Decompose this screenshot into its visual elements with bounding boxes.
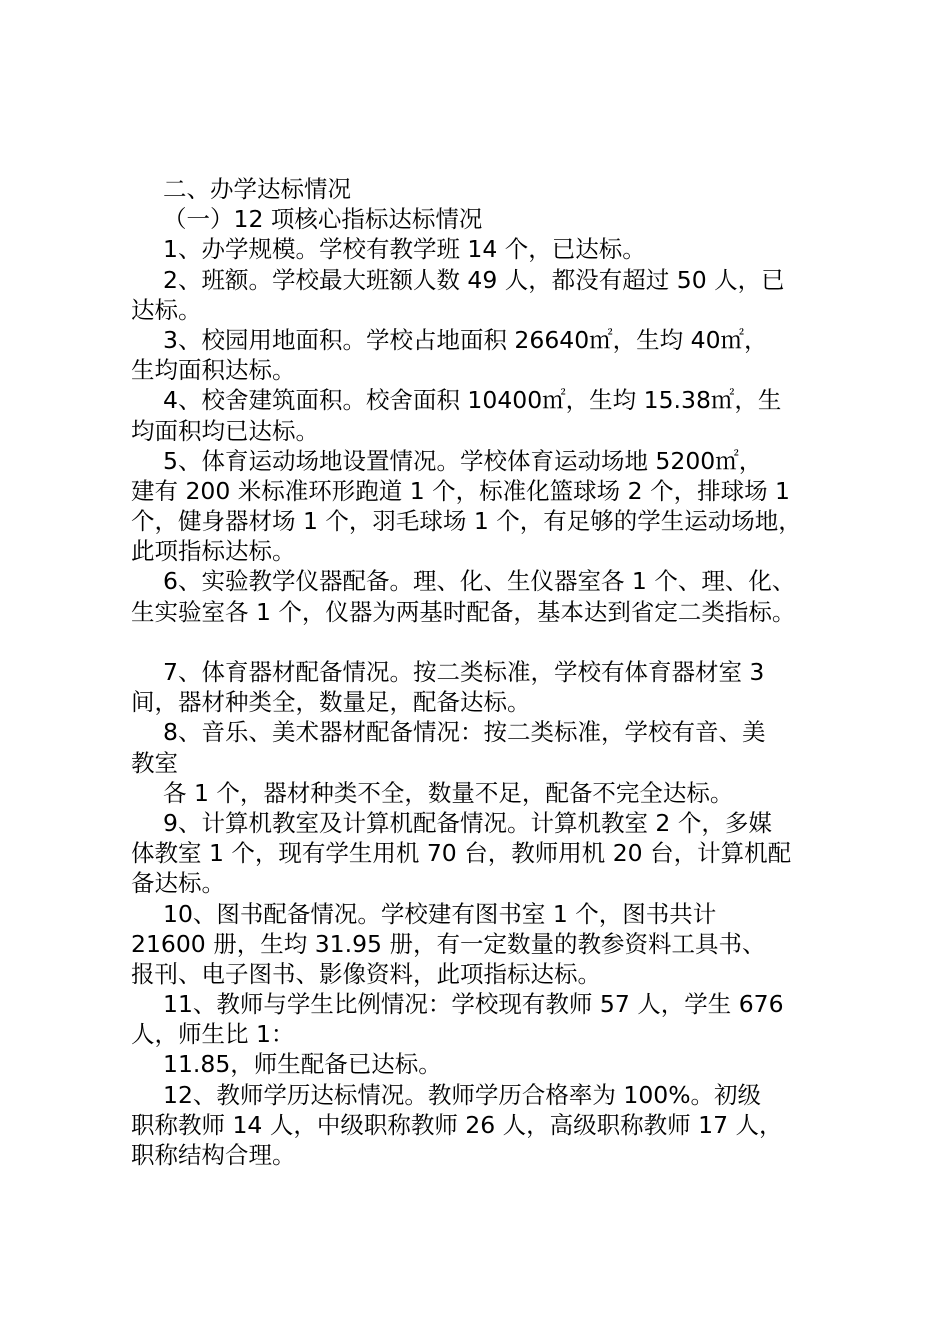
text-line: 体教室 1 个，现有学生用机 70 台，教师用机 20 台，计算机配 (131, 839, 792, 868)
text-line: 间，器材种类全，数量足，配备达标。 (131, 688, 531, 717)
text-line: 二、办学达标情况 (163, 175, 351, 203)
text-line: 报刊、电子图书、影像资料，此项指标达标。 (131, 959, 601, 988)
text-line: 职称结构合理。 (131, 1141, 296, 1169)
text-line: 12、教师学历达标情况。教师学历合格率为 100%。初级 (163, 1080, 762, 1109)
text-line: 均面积均已达标。 (131, 416, 319, 445)
text-line: 3、校园用地面积。学校占地面积 26640㎡，生均 40㎡， (163, 325, 768, 354)
text-line: 建有 200 米标准环形跑道 1 个，标准化篮球场 2 个，排球场 1 (131, 476, 790, 505)
text-line: 教室 (131, 748, 178, 777)
text-line: 10、图书配备情况。学校建有图书室 1 个，图书共计 (163, 899, 717, 928)
text-line: 11、教师与学生比例情况：学校现有教师 57 人，学生 676 (163, 990, 784, 1019)
text-line: 11.85，师生配备已达标。 (163, 1050, 442, 1079)
blank-line (131, 627, 846, 657)
text-line: 人，师生比 1： (131, 1020, 295, 1049)
text-line: 21600 册，生均 31.95 册，有一定数量的教参资料工具书、 (131, 929, 766, 958)
text-line: 生均面积达标。 (131, 356, 296, 385)
text-line: 各 1 个，器材种类不全，数量不足，配备不完全达标。 (163, 778, 734, 807)
text-line: 6、实验教学仪器配备。理、化、生仪器室各 1 个、理、化、 (163, 567, 796, 596)
text-line: 生实验室各 1 个，仪器为两基时配备，基本达到省定二类指标。 (131, 597, 796, 626)
text-line: 1、办学规模。学校有教学班 14 个，已达标。 (163, 235, 646, 264)
document-body (131, 174, 846, 1170)
text-line: 职称教师 14 人，中级职称教师 26 人，高级职称教师 17 人， (131, 1110, 783, 1139)
text-line: 5、体育运动场地设置情况。学校体育运动场地 5200㎡， (163, 446, 763, 475)
text-line: 4、校舍建筑面积。校舍面积 10400㎡，生均 15.38㎡，生 (163, 386, 782, 415)
text-line: （一）12 项核心指标达标情况 (163, 205, 483, 234)
text-line: 2、班额。学校最大班额人数 49 人，都没有超过 50 人，已 (163, 265, 785, 294)
text-line: 9、计算机教室及计算机配备情况。计算机教室 2 个，多媒 (163, 808, 772, 837)
text-line: 7、体育器材配备情况。按二类标准，学校有体育器材室 3 (163, 658, 765, 686)
text-line: 8、音乐、美术器材配备情况：按二类标准，学校有音、美 (163, 718, 766, 747)
text-line: 个，健身器材场 1 个，羽毛球场 1 个，有足够的学生运动场地， (131, 507, 802, 536)
text-line: 达标。 (131, 295, 202, 324)
text-line: 备达标。 (131, 869, 225, 898)
text-line: 此项指标达标。 (131, 537, 296, 566)
